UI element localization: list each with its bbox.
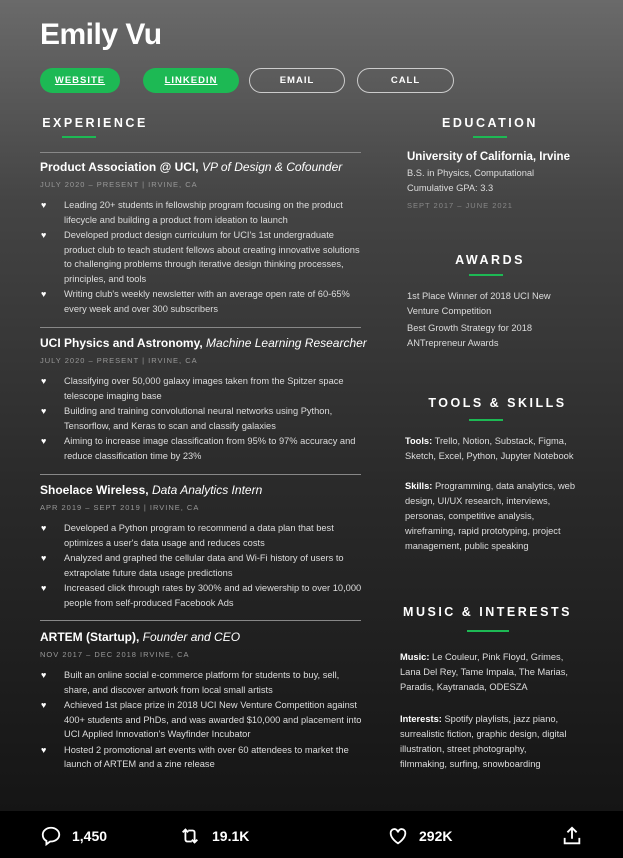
like-count: 292K — [419, 828, 453, 844]
share-icon — [561, 825, 583, 847]
divider — [40, 474, 361, 475]
heart-icon: ♥ — [41, 406, 47, 416]
tweet-action-bar — [0, 811, 623, 858]
job-bullet: ♥ Hosted 2 promotional art events with over 60 attendees to market the launch of ARTEM and a zine release — [41, 744, 349, 769]
heart-icon: ♥ — [41, 523, 47, 533]
education-dates: SEPT 2017 – JUNE 2021 — [407, 201, 513, 210]
music-text: Music: Le Couleur, Pink Floyd, Grimes, Lana Del Rey, Tame Impala, The Marias, Paradis, Kaytranada, ODESZA — [400, 652, 568, 692]
job-bullet: ♥ Developed a Python program to recommend a data plan that best optimizes a user's data usage and reduces costs — [41, 523, 334, 548]
awards-heading: AWARDS — [455, 253, 525, 267]
heart-icon: ♥ — [41, 200, 47, 210]
award-item: 1st Place Winner of 2018 UCI New Venture Competition — [407, 291, 551, 316]
retweet-icon — [178, 825, 202, 847]
heart-icon: ♥ — [41, 744, 47, 755]
heart-icon: ♥ — [41, 289, 47, 299]
gpa: Cumulative GPA: 3.3 — [407, 183, 494, 193]
job-bullet: ♥ Writing club's weekly newsletter with an average open rate of 60-65% every week and over 300 subscribers — [41, 289, 350, 314]
job-bullet: ♥ Developed product design curriculum for UCI's 1st undergraduate product club to teach student fellows about creating innovative solutions to challenging problems through iterative design thinking processes, principles, and tools — [41, 230, 360, 284]
awards-underline — [469, 274, 503, 276]
education-heading: EDUCATION — [442, 116, 538, 130]
heart-icon: ♥ — [41, 700, 47, 710]
linkedin-button[interactable]: LINKEDIN — [143, 68, 239, 93]
heart-icon: ♥ — [41, 670, 47, 680]
retweet-button[interactable] — [178, 825, 249, 847]
heart-icon: ♥ — [41, 436, 47, 446]
job-bullet: ♥ Built an online social e-commerce platform for students to buy, sell, share, and discover artwork from local small artists — [41, 670, 340, 695]
like-button[interactable] — [387, 825, 452, 847]
school-name: University of California, Irvine — [407, 151, 570, 163]
job-title: UCI Physics and Astronomy, Machine Learning Researcher — [40, 336, 367, 350]
call-button[interactable]: CALL — [357, 68, 454, 93]
experience-heading: EXPERIENCE — [42, 116, 148, 130]
job-bullet: ♥ Aiming to increase image classification from 95% to 97% accuracy and reduce classification time by 23% — [41, 436, 356, 461]
job-title: Shoelace Wireless, Data Analytics Intern — [40, 483, 263, 497]
email-button[interactable]: EMAIL — [249, 68, 345, 93]
tools-skills-heading: TOOLS & SKILLS — [428, 396, 567, 410]
divider — [40, 620, 361, 621]
interests-text: Interests: Spotify playlists, jazz piano, surrealistic fiction, graphic design, digital illustration, street photography, filmmaking, surfing, snowboarding — [400, 714, 567, 769]
share-button[interactable] — [561, 825, 583, 847]
reply-count: 1,450 — [72, 828, 108, 844]
job-entry — [40, 336, 365, 464]
job-entry — [40, 630, 365, 773]
job-bullet: ♥ Classifying over 50,000 galaxy images taken from the Spitzer space telescope imaging base — [41, 376, 344, 401]
job-dates: APR 2019 – SEPT 2019 | IRVINE, CA — [40, 503, 200, 512]
awards-list — [407, 289, 577, 351]
tools-skills-underline — [469, 419, 503, 421]
degree: B.S. in Physics, Computational — [407, 168, 535, 178]
job-title: ARTEM (Startup), Founder and CEO — [40, 630, 241, 644]
job-bullet: ♥ Building and training convolutional neural networks using Python, Tensorflow, and Keras to scan and classify galaxies — [41, 406, 333, 431]
award-item: Best Growth Strategy for 2018 ANTrepreneur Awards — [407, 323, 533, 348]
reply-button[interactable] — [40, 825, 107, 847]
job-bullet: ♥ Leading 20+ students in fellowship program focusing on the product lifecycle and building a product from ideation to launch — [41, 200, 343, 225]
job-dates: NOV 2017 – DEC 2018 IRVINE, CA — [40, 650, 190, 659]
resume-name: Emily Vu — [40, 18, 162, 51]
education-underline — [473, 136, 507, 138]
music-interests-underline — [467, 630, 509, 632]
music-interests-heading: MUSIC & INTERESTS — [403, 605, 572, 619]
website-button[interactable]: WEBSITE — [40, 68, 120, 93]
comment-icon — [40, 825, 62, 847]
heart-icon: ♥ — [41, 376, 47, 386]
divider — [40, 327, 361, 328]
job-bullet: ♥ Increased click through rates by 300% and ad viewership to over 10,000 people from self-produced Facebook Ads — [41, 583, 362, 608]
job-bullet: ♥ Achieved 1st place prize in 2018 UCI New Venture Competition against 400+ students and PhDs, and was awarded $10,000 and placement into UCI Applied Innovation's Wayfinder Incubator — [41, 700, 362, 739]
job-bullet: ♥ Analyzed and graphed the cellular data and Wi-Fi history of users to extrapolate future data usage predictions — [41, 553, 344, 578]
heart-icon: ♥ — [41, 583, 47, 593]
job-dates: JULY 2020 – PRESENT | IRVINE, CA — [40, 356, 198, 365]
job-dates: JULY 2020 – PRESENT | IRVINE, CA — [40, 180, 198, 189]
experience-underline — [62, 136, 96, 138]
divider — [40, 152, 361, 153]
skills-text: Skills: Programming, data analytics, web design, UI/UX research, interviews, personas, competitive analysis, wireframing, rapid prototyping, project management, public speaking — [405, 481, 576, 551]
tools-text: Tools: Trello, Notion, Substack, Figma, Sketch, Excel, Python, Jupyter Notebook — [405, 436, 574, 461]
heart-outline-icon — [387, 825, 409, 847]
job-title: Product Association @ UCI, VP of Design & Cofounder — [40, 160, 343, 174]
education-entry — [407, 151, 607, 210]
heart-icon: ♥ — [41, 230, 47, 240]
job-entry — [40, 160, 365, 317]
retweet-count: 19.1K — [212, 828, 250, 844]
heart-icon: ♥ — [41, 553, 47, 563]
job-entry — [40, 483, 365, 611]
